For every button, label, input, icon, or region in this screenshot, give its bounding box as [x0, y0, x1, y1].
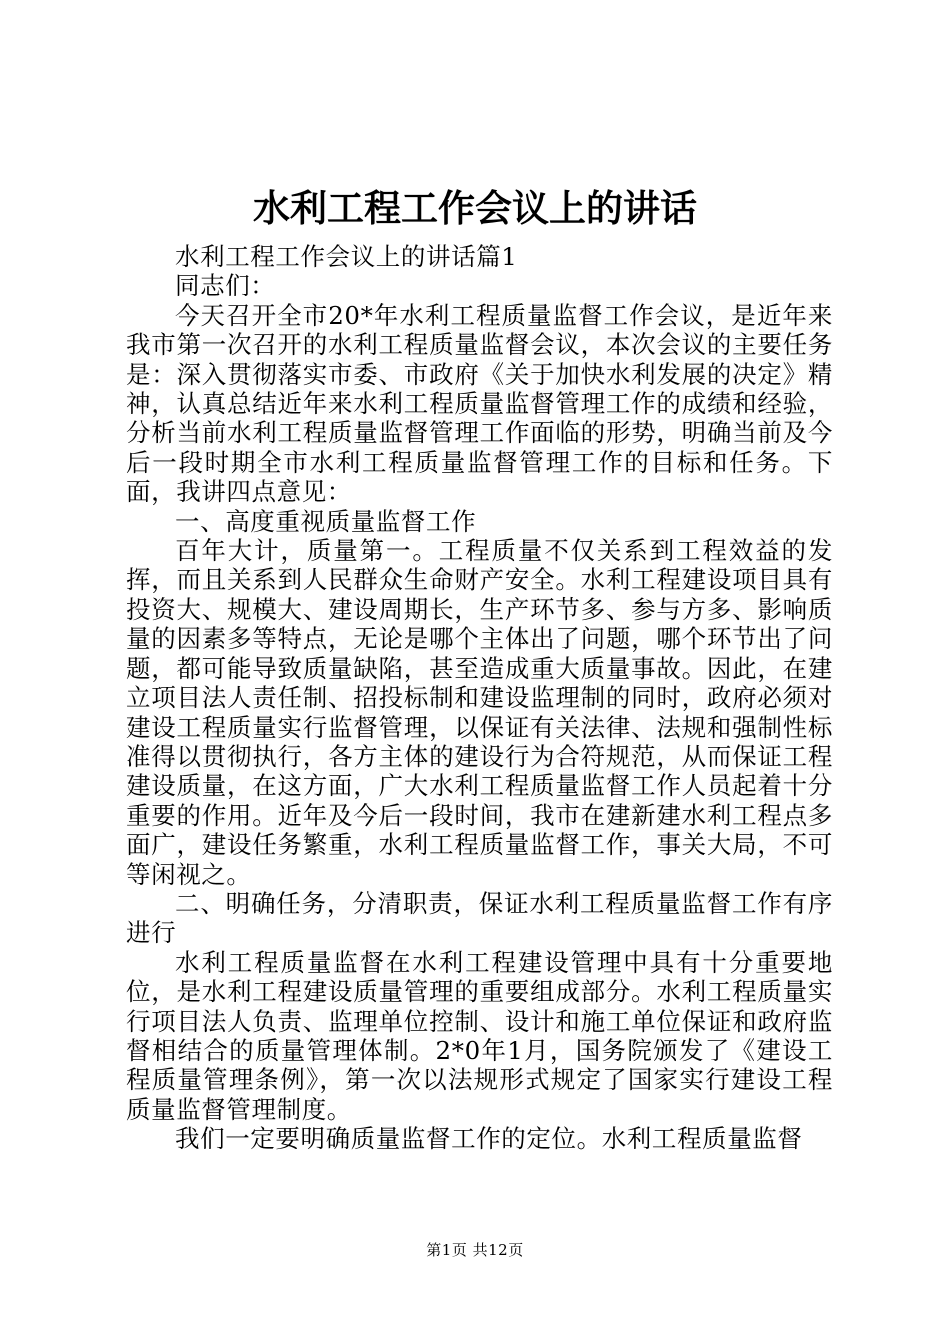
paragraph-positioning: 我们一定要明确质量监督工作的定位。水利工程质量监督: [175, 1124, 803, 1154]
paragraph-greeting: 同志们：: [175, 271, 276, 301]
paragraph-subtitle: 水利工程工作会议上的讲话篇1: [175, 242, 518, 271]
document-body: [126, 242, 833, 1154]
section-heading-2: 二、明确任务，分清职责，保证水利工程质量监督工作有序进行: [126, 888, 833, 948]
document-title: 水利工程工作会议上的讲话: [253, 186, 697, 230]
paragraph-section-1: 百年大计，质量第一。工程质量不仅关系到工程效益的发挥，而且关系到人民群众生命财产安全。水利工程建设项目具有投资大、规模大、建设周期长，生产环节多、参与方多、影响质量的因素多等特点，无论是哪个主体出了问题，哪个环节出了问题，都可能导致质量缺陷，甚至造成重大质量事故。因此，在建立项目法人责任制、招投标制和建设监理制的同时，政府必须对建设工程质量实行监督管理，以保证有关法律、法规和强制性标准得以贯彻执行，各方主体的建设行为合符规范，从而保证工程建设质量，在这方面，广大水利工程质量监督工作人员起着十分重要的作用。近年及今后一段时间，我市在建新建水利工程点多面广，建设任务繁重，水利工程质量监督工作，事关大局，不可等闲视之。: [126, 536, 833, 889]
paragraph-section-2: 水利工程质量监督在水利工程建设管理中具有十分重要地位，是水利工程建设质量管理的重要组成部分。水利工程质量实行项目法人负责、监理单位控制、设计和施工单位保证和政府监督相结合的质量管理体制。2*0年1月，国务院颁发了《建设工程质量管理条例》，第一次以法规形式规定了国家实行建设工程质量监督管理制度。: [126, 947, 833, 1124]
paragraph-intro: 今天召开全市20*年水利工程质量监督工作会议，是近年来我市第一次召开的水利工程质量监督会议，本次会议的主要任务是：深入贯彻落实市委、市政府《关于加快水利发展的决定》精神，认真总结近年来水利工程质量监督管理工作的成绩和经验，分析当前水利工程质量监督管理工作面临的形势，明确当前及今后一段时期全市水利工程质量监督管理工作的目标和任务。下面，我讲四点意见：: [126, 300, 833, 507]
section-heading-1: 一、高度重视质量监督工作: [175, 506, 477, 536]
page-indicator: 第1页 共12页: [426, 1241, 524, 1259]
